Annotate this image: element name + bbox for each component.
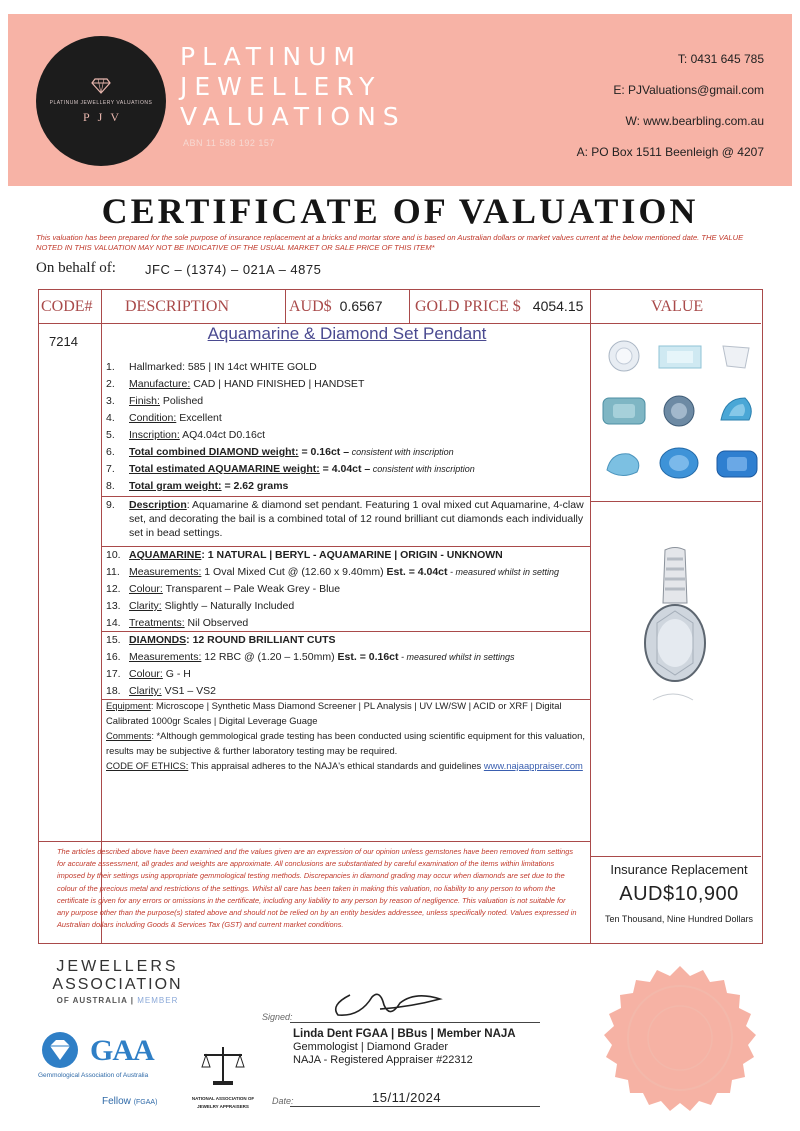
line-number: 18. — [106, 685, 121, 697]
line-label: Treatments: — [129, 617, 185, 629]
line-number: 8. — [106, 480, 115, 492]
line-text: 12 RBC @ (1.20 – 1.50mm) — [201, 651, 338, 663]
line-estimate: Est. = 0.16ct — [337, 651, 399, 663]
header-gold-price — [415, 290, 583, 323]
brand-line-3: VALUATIONS — [180, 102, 406, 131]
naja-logo — [183, 1045, 263, 1110]
line-text: : 12 ROUND BRILLIANT CUTS — [186, 634, 336, 646]
line-number: 16. — [106, 651, 121, 663]
ethics-text: This appraisal adheres to the NAJA's ethical standards and guidelines — [188, 760, 484, 771]
line-number: 12. — [106, 583, 121, 595]
terms-and-conditions: The articles described above have been examined and the values given are an expression of our opinion unless gemstones have been removed from settings for accurate assessment, all grades and weights are approximate. All conclusions are substantiated by careful examination of the items within limitations imposed by their settings using appropriate gemmological testing methods. Discrepancies in diamond grading may occur when diamonds are set due to the colour of the precious metal and restrictions of the settings. Whilst all care has been taken in making this valuation, no liability to any person to whom the certificate is given for any errors or omissions in the certificate, including any liability to any person by reason of negligence. This valuation is not suitable for any purpose other than the purpose(s) stated above and should not be relied on by an entity besides addressee, unless specifically noted. Values expressed in Australian dollars including Goods & Services Tax (GST) and current market conditions. — [57, 847, 577, 930]
gaa-text: GAA — [90, 1034, 154, 1067]
brand-name — [180, 42, 406, 132]
line-text: VS1 – VS2 — [161, 685, 216, 697]
line-text: Slightly – Naturally Included — [161, 600, 295, 612]
line-text: AQ4.04ct D0.16ct — [179, 429, 265, 441]
signer-title: Gemmologist | Diamond Grader — [293, 1041, 449, 1053]
line-number: 6. — [106, 446, 115, 458]
header-value: VALUE — [651, 298, 704, 315]
row-divider — [101, 496, 590, 497]
description-text: : Aquamarine & diamond set pendant. Featuring 1 oval mixed cut Aquamarine, 4-claw set, and decorating the bail is a combined total of 12 round brilliant cut diamonds each individually set in bead settings. — [129, 499, 584, 539]
gem-image — [601, 448, 647, 484]
gem-shadow — [651, 688, 695, 702]
equipment-text: : Microscope | Synthetic Mass Diamond Screener | PL Analysis | UV LW/SW | ACID or XRF | Digital Calibrated 1000gr Scales | Digital Leverage Guage — [106, 700, 562, 726]
line-number: 7. — [106, 463, 115, 475]
line-text: Excellent — [176, 412, 222, 424]
line-text: CAD | HAND FINISHED | HANDSET — [190, 378, 365, 390]
line-text: Nil Observed — [184, 617, 249, 629]
logo-initials: PJV — [82, 109, 127, 124]
line-note: consistent with inscription — [370, 464, 475, 474]
equipment-notes — [102, 698, 590, 773]
gem-image — [657, 446, 701, 484]
line-note: - measured whilst in setting — [447, 567, 560, 577]
signer-name: Linda Dent FGAA | BBus | Member NAJA — [293, 1028, 516, 1040]
aud-rate: 0.6567 — [339, 298, 383, 314]
logo-text: PLATINUM JEWELLERY VALUATIONS — [49, 99, 153, 106]
ja-member: MEMBER — [137, 996, 179, 1005]
item-description — [102, 498, 590, 540]
row-divider — [590, 856, 761, 857]
date-value: 15/11/2024 — [372, 1090, 442, 1105]
valuation-disclaimer: This valuation has been prepared for the sole purpose of insurance replacement at a bricks and mortar store and is based on Australian dollars or market values current at the below mentioned date. THE VALUE NOTED IN THIS VALUATION MAY NOT BE INDICATIVE OF THE USUAL MARKET OR SALE PRICE OF THIS ITEM* — [36, 233, 744, 252]
line-text: G - H — [162, 668, 191, 680]
line-number: 3. — [106, 395, 115, 407]
item-code: 7214 — [49, 334, 78, 349]
line-label: Condition: — [129, 412, 177, 424]
gem-image — [657, 342, 703, 374]
comments-label: Comments — [106, 730, 152, 741]
signer-registration: NAJA - Registered Appraiser #22312 — [293, 1054, 473, 1066]
line-label: Clarity: — [129, 685, 162, 697]
header-code: CODE# — [41, 298, 93, 315]
ethics-label: CODE OF ETHICS: — [106, 760, 189, 771]
line-text: : 1 NATURAL | BERYL - AQUAMARINE | ORIGIN - UNKNOWN — [201, 549, 503, 561]
gem-image — [715, 340, 757, 376]
ja-line-3 — [40, 996, 195, 1005]
naja-line-2: JEWELRY APPRAISERS — [197, 1104, 249, 1109]
line-number: 15. — [106, 634, 121, 646]
gaa-diamond-icon — [38, 1030, 84, 1070]
line-number: 10. — [106, 549, 121, 561]
contact-email[interactable]: E: PJValuations@gmail.com — [613, 83, 764, 97]
line-note: consistent with inscription — [349, 447, 454, 457]
abn-number: ABN 11 588 192 157 — [183, 138, 275, 148]
row-divider — [590, 501, 761, 502]
brand-line-2: JEWELLERY — [180, 72, 382, 101]
line-number: 17. — [106, 668, 121, 680]
insurance-value-box — [594, 858, 764, 924]
equipment-line — [106, 698, 590, 728]
line-label: Finish: — [129, 395, 160, 407]
scales-icon — [198, 1045, 248, 1089]
column-divider — [590, 290, 591, 943]
line-text: 1 Oval Mixed Cut @ (12.60 x 9.40mm) — [201, 566, 387, 578]
line-label: Measurements: — [129, 566, 202, 578]
column-divider — [409, 290, 410, 323]
fellow-sub: (FGAA) — [133, 1099, 158, 1106]
header-description: DESCRIPTION — [125, 298, 230, 315]
company-logo — [36, 36, 166, 166]
line-number: 1. — [106, 361, 115, 373]
line-number: 5. — [106, 429, 115, 441]
gaa-subtitle: Gemmological Association of Australia — [38, 1072, 149, 1079]
fellow-label — [102, 1096, 157, 1107]
company-seal — [590, 950, 770, 1125]
gold-price: 4054.15 — [532, 298, 584, 314]
insurance-amount: AUD$10,900 — [619, 883, 739, 905]
signature — [320, 985, 460, 1025]
line-text: = 4.04ct – — [319, 463, 371, 475]
line-text: Hallmarked: 585 | IN 14ct WHITE GOLD — [129, 361, 317, 373]
gem-image — [715, 448, 759, 482]
naja-line-1: NATIONAL ASSOCIATION OF — [191, 1096, 255, 1101]
ethics-line — [106, 758, 590, 773]
line-number: 11. — [106, 566, 120, 578]
aud-label: AUD$ — [289, 298, 332, 315]
contact-phone: T: 0431 645 785 — [677, 52, 764, 66]
insurance-label: Insurance Replacement — [610, 862, 748, 877]
line-label: Colour: — [129, 583, 163, 595]
contact-address: A: PO Box 1511 Beenleigh @ 4207 — [576, 145, 764, 159]
pendant-image — [635, 545, 715, 695]
line-estimate: Est. = 4.04ct — [386, 566, 448, 578]
behalf-reference: JFC – (1374) – 021A – 4875 — [145, 262, 322, 277]
line-number: 14. — [106, 617, 121, 629]
comments-text: : *Although gemmological grade testing has been conducted using scientific equipment for this valuation, results may be subjective & further laboratory testing may be required. — [106, 730, 585, 756]
line-text: Polished — [159, 395, 204, 407]
page-title: CERTIFICATE OF VALUATION — [101, 191, 699, 231]
gem-image — [715, 394, 759, 430]
line-text: = 0.16ct – — [298, 446, 350, 458]
date-line — [290, 1106, 540, 1107]
ja-line-2: ASSOCIATION — [52, 976, 183, 993]
line-label: Total combined DIAMOND weight: — [129, 446, 299, 458]
behalf-label: On behalf of: — [36, 260, 116, 276]
item-title: Aquamarine & Diamond Set Pendant — [207, 324, 487, 343]
line-label: DIAMONDS — [129, 634, 187, 646]
line-text: = 2.62 grams — [221, 480, 289, 492]
signed-label: Signed: — [262, 1012, 293, 1022]
contact-web[interactable]: W: www.bearbling.com.au — [625, 114, 764, 128]
line-label: Inscription: — [129, 429, 180, 441]
naja-link[interactable]: www.najaappraiser.com — [483, 760, 583, 771]
line-label: AQUAMARINE — [129, 549, 202, 561]
line-label: Total gram weight: — [129, 480, 222, 492]
column-divider — [285, 290, 286, 323]
equipment-label: Equipment — [106, 700, 151, 711]
line-number: 2. — [106, 378, 115, 390]
line-label: Clarity: — [129, 600, 162, 612]
line-label: Manufacture: — [129, 378, 191, 390]
header-aud — [289, 290, 383, 323]
line-label: Total estimated AQUAMARINE weight: — [129, 463, 320, 475]
brand-line-1: PLATINUM — [180, 42, 362, 71]
line-label: Measurements: — [129, 651, 202, 663]
jewellers-association-logo — [40, 958, 195, 1005]
gem-image — [601, 396, 647, 430]
ja-line-1: JEWELLERS — [56, 958, 179, 975]
fellow-text: Fellow — [102, 1096, 131, 1107]
gem-image — [603, 340, 645, 376]
header-banner — [8, 14, 792, 186]
line-number: 9. — [106, 499, 115, 511]
signer-details — [293, 1028, 516, 1067]
diamond-icon — [91, 78, 111, 94]
gem-image — [659, 394, 699, 430]
contact-details — [577, 50, 764, 174]
signature-line — [290, 1022, 540, 1023]
line-label: Colour: — [129, 668, 163, 680]
valuation-table — [38, 289, 763, 944]
line-number: 13. — [106, 600, 121, 612]
insurance-amount-words: Ten Thousand, Nine Hundred Dollars — [605, 914, 753, 924]
comments-line — [106, 728, 590, 758]
line-note: - measured whilst in settings — [398, 652, 515, 662]
description-label: Description — [129, 499, 187, 511]
row-divider — [39, 841, 590, 842]
ja-country: OF AUSTRALIA | — [56, 996, 135, 1005]
gold-label: GOLD PRICE $ — [415, 298, 521, 315]
line-number: 4. — [106, 412, 115, 424]
date-label: Date: — [272, 1096, 294, 1106]
line-text: Transparent – Pale Weak Grey - Blue — [162, 583, 341, 595]
